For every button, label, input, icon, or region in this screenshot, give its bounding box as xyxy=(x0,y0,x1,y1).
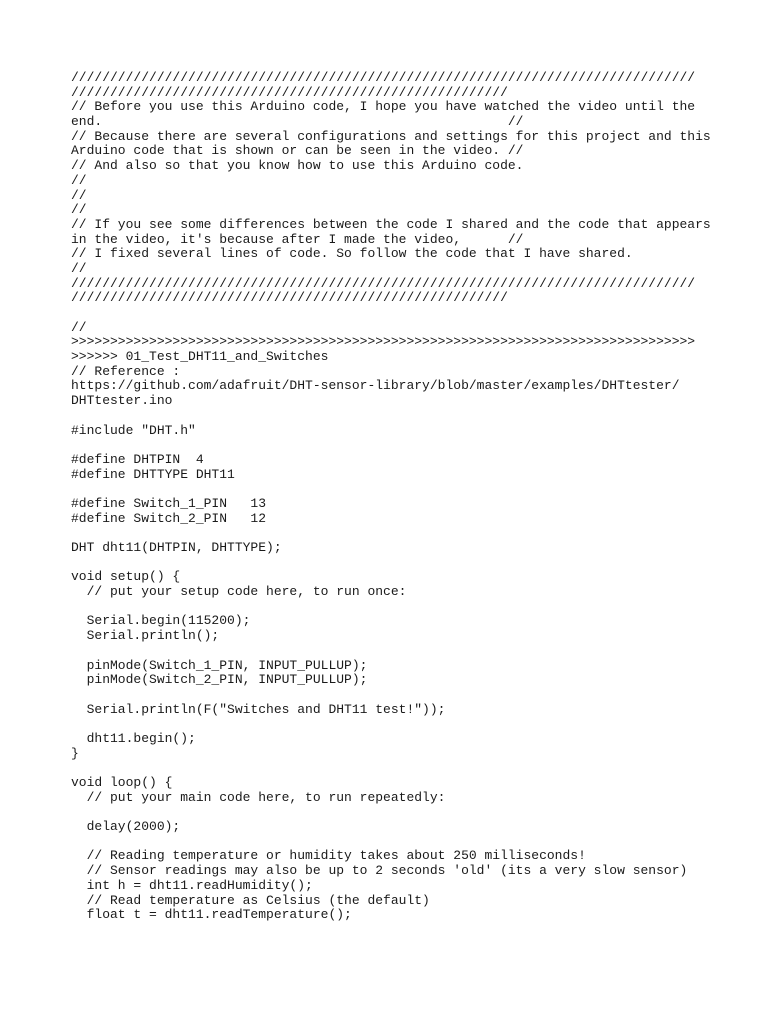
code-line: DHTtester.ino xyxy=(71,393,173,409)
code-line: >>>>>> 01_Test_DHT11_and_Switches xyxy=(71,349,329,365)
code-line xyxy=(71,805,711,820)
code-line: delay(2000); xyxy=(71,819,181,835)
code-line xyxy=(71,835,711,850)
code-line: // I fixed several lines of code. So follow the code that I have shared. xyxy=(71,246,633,262)
code-line: // Because there are several configurations and settings for this project and this xyxy=(71,128,711,144)
code-line xyxy=(71,409,711,424)
code-line: float t = dht11.readTemperature(); xyxy=(71,907,352,923)
code-line: // Sensor readings may also be up to 2 seconds 'old' (its a very slow sensor) xyxy=(71,863,688,879)
code-line: end. // xyxy=(71,114,524,130)
code-line xyxy=(71,556,711,571)
code-line: #define DHTTYPE DHT11 xyxy=(71,466,235,482)
code-line: //////////////////////////////////////////////////////// xyxy=(71,290,508,306)
code-line: DHT dht11(DHTPIN, DHTTYPE); xyxy=(71,540,282,555)
code-line: in the video, it's because after I made the video, // xyxy=(71,231,524,247)
code-line: #include "DHT.h" xyxy=(71,422,196,438)
code-line xyxy=(71,600,711,615)
code-line xyxy=(71,438,711,453)
code-line: Serial.println(F("Switches and DHT11 test!")); xyxy=(71,701,446,717)
code-line: pinMode(Switch_1_PIN, INPUT_PULLUP); xyxy=(71,657,368,673)
code-line xyxy=(71,526,711,541)
code-line xyxy=(71,717,711,732)
code-line: // put your main code here, to run repeatedly: xyxy=(71,789,446,805)
code-line: #define DHTPIN 4 xyxy=(71,451,204,467)
code-line: >>>>>>>>>>>>>>>>>>>>>>>>>>>>>>>>>>>>>>>>>>>>>>>>>>>>>>>>>>>>>>>>>>>>>>>>>>>>>>>> xyxy=(71,334,696,350)
code-line xyxy=(71,482,711,497)
code-line: void setup() { xyxy=(71,569,181,585)
code-line: // put your setup code here, to run once: xyxy=(71,584,407,600)
code-line: //////////////////////////////////////////////////////// xyxy=(71,84,508,100)
code-line: // Reference : xyxy=(71,363,181,379)
code-line xyxy=(71,761,711,776)
code-line: https://github.com/adafruit/DHT-sensor-library/blob/master/examples/DHTtester/ xyxy=(71,378,680,394)
code-line: // xyxy=(71,260,87,276)
code-line: //////////////////////////////////////////////////////////////////////////////// xyxy=(71,70,696,85)
code-line xyxy=(71,644,711,659)
code-line: Serial.println(); xyxy=(71,628,220,644)
code-line: Arduino code that is shown or can be seen in the video. // xyxy=(71,143,524,159)
code-line: } xyxy=(71,745,79,761)
code-line: int h = dht11.readHumidity(); xyxy=(71,877,313,893)
code-line: // Read temperature as Celsius (the default) xyxy=(71,892,430,908)
code-line: // xyxy=(71,202,87,218)
code-line: void loop() { xyxy=(71,775,173,790)
code-line: Serial.begin(115200); xyxy=(71,613,251,629)
code-line: // And also so that you know how to use this Arduino code. xyxy=(71,158,524,174)
code-line: #define Switch_2_PIN 12 xyxy=(71,510,267,526)
code-document xyxy=(71,71,711,923)
code-line: // xyxy=(71,187,87,203)
code-line: pinMode(Switch_2_PIN, INPUT_PULLUP); xyxy=(71,672,368,688)
code-line: // Before you use this Arduino code, I hope you have watched the video until the xyxy=(71,99,696,115)
code-line: // If you see some differences between the code I shared and the code that appears xyxy=(71,216,711,232)
code-line xyxy=(71,688,711,703)
code-line: #define Switch_1_PIN 13 xyxy=(71,495,267,511)
code-line xyxy=(71,306,711,321)
code-line: // xyxy=(71,172,87,188)
code-line: //////////////////////////////////////////////////////////////////////////////// xyxy=(71,275,696,291)
code-line: // xyxy=(71,319,87,335)
code-line: dht11.begin(); xyxy=(71,730,196,746)
code-line: // Reading temperature or humidity takes about 250 milliseconds! xyxy=(71,848,586,864)
